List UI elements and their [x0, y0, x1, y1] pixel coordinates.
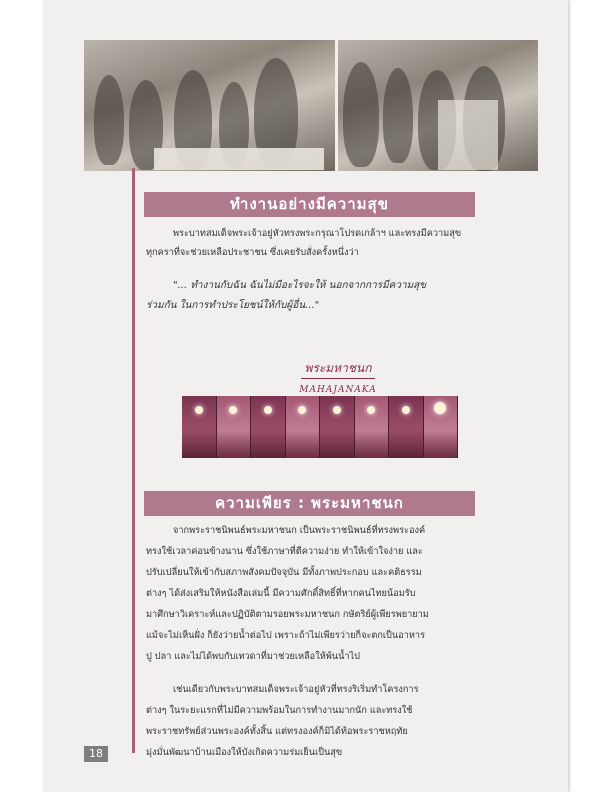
para1-line-4: ต่างๆ ได้ส่งเสริมให้หนังสือเล่มนี้ มีความศักดิ์สิทธิ์ที่หากคนไทยน้อมรับ [146, 588, 416, 599]
para2-line-3: พระราชทรัพย์ส่วนพระองค์ทั้งสิ้น แต่ทรงองค์ก็มิได้ท้อพระราชหฤทัย [146, 726, 408, 737]
quote-line-2: ร่วมกัน ในการทำประโยชน์ให้กับผู้อื่น..." [146, 300, 320, 311]
para1-line-7: ปู ปลา และไม่ได้พบกับเทวดาที่มาช่วยเหลือให้พ้นน้ำไป [146, 651, 360, 662]
section1-intro-line-2: ทุกคราที่จะช่วยเหลือประชาชน ซึ่งเคยรับสั่งครั้งหนึ่งว่า [146, 247, 359, 258]
section2-heading: ความเพียร : พระมหาชนก [144, 491, 475, 516]
section1-intro-line-1: พระบาทสมเด็จพระเจ้าอยู่หัวทรงพระกรุณาโปรดเกล้าฯ และทรงมีความสุข [173, 228, 462, 239]
book-title: พระมหาชนก [301, 359, 376, 379]
para1-line-1: จากพระราชนิพนธ์พระมหาชนก เป็นพระราชนิพนธ์ที่ทรงพระองค์ [173, 525, 426, 536]
strip-panel [424, 396, 459, 458]
section1-heading: ทำงานอย่างมีความสุข [144, 192, 475, 217]
page-number: 18 [84, 746, 108, 762]
strip-panel [286, 396, 321, 458]
book-subtitle: MAHAJANAKA [299, 385, 377, 395]
strip-panel [355, 396, 390, 458]
para2-line-4: มุ่งมั่นพัฒนาบ้านเมืองให้บังเกิดความร่มเย็นเป็นสุข [146, 747, 343, 758]
photo-left [84, 40, 335, 171]
photo-right [338, 40, 538, 171]
para1-line-6: แม้จะไม่เห็นฝั่ง ก็ยังว่ายน้ำต่อไป เพราะถ้าไม่เพียรว่ายก็จะตกเป็นอาหาร [146, 630, 425, 641]
strip-panel [217, 396, 252, 458]
strip-panel [182, 396, 217, 458]
strip-panel [389, 396, 424, 458]
para1-line-2: ทรงใช้เวลาค่อนข้างนาน ซึ่งใช้ภาษาที่ตีความง่าย ทำให้เข้าใจง่าย และ [146, 546, 423, 557]
para1-line-5: มาศึกษาวิเคราะห์และปฏิบัติตามรอยพระมหาชนก กษัตริย์ผู้เพียรพยายาม [146, 609, 429, 620]
left-accent-rule [132, 168, 135, 753]
strip-panel [251, 396, 286, 458]
strip-panel [320, 396, 355, 458]
para1-line-3: ปรับเปลี่ยนให้เข้ากับสภาพสังคมปัจจุบัน มีทั้งภาพประกอบ และคติธรรม [146, 567, 422, 578]
para2-line-1: เช่นเดียวกับพระบาทสมเด็จพระเจ้าอยู่หัวที่ทรงริเริ่มทำโครงการ [173, 684, 419, 695]
illustration-strip [182, 396, 458, 458]
quote-line-1: "... ทำงานกับฉัน ฉันไม่มีอะไรจะให้ นอกจากการมีความสุข [173, 280, 427, 291]
para2-line-2: ต่างๆ ในระยะแรกที่ไม่มีความพร้อมในการทำงานมากนัก และทรงใช้ [146, 705, 413, 716]
book-title-block [278, 357, 398, 395]
